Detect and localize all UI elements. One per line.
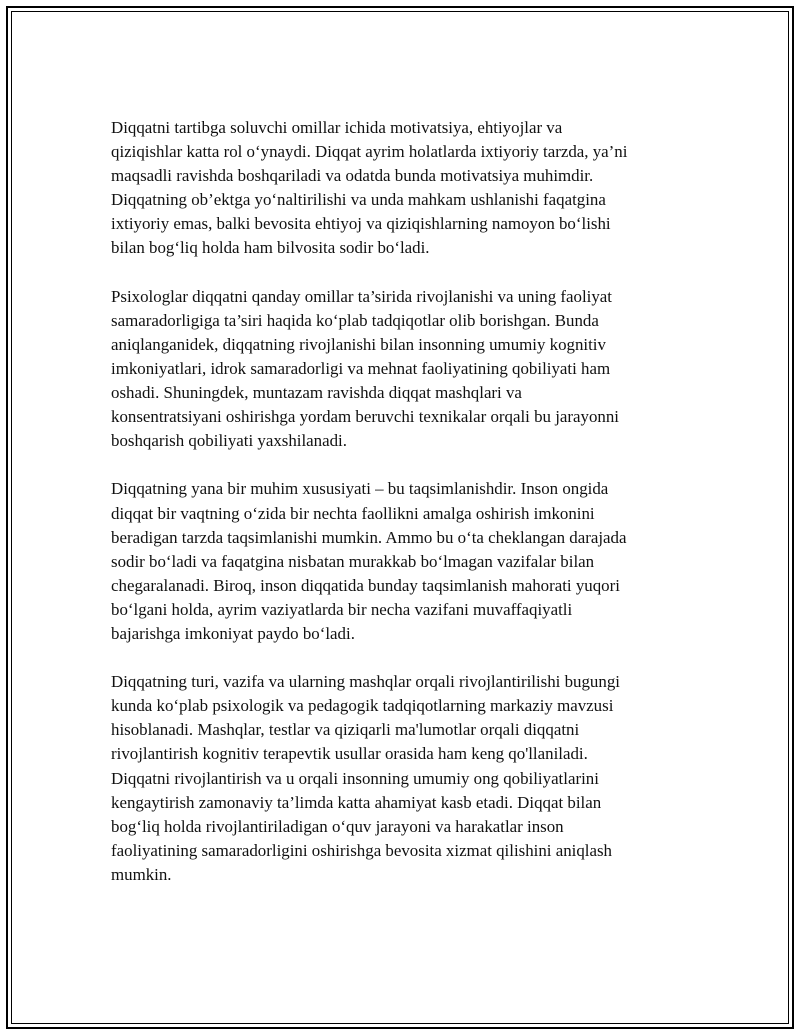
text-line: maqsadli ravishda boshqariladi va odatda bunda motivatsiya muhimdir. [111, 166, 594, 186]
text-line: diqqat bir vaqtning o‘zida bir nechta faollikni amalga oshirish imkonini [111, 503, 595, 523]
text-line: boshqarish qobiliyati yaxshilanadi. [111, 431, 347, 451]
text-line: bajarishga imkoniyat paydo bo‘ladi. [111, 623, 355, 643]
text-line: konsentratsiyani oshirishga yordam beruvchi texnikalar orqali bu jarayonni [111, 407, 619, 427]
text-line: Diqqatni tartibga soluvchi omillar ichida motivatsiya, ehtiyojlar va [111, 118, 563, 137]
text-line: kengaytirish zamonaviy ta’limda katta ahamiyat kasb etadi. Diqqat bilan [111, 792, 602, 812]
text-line: mumkin. [111, 864, 172, 884]
text-line: hisoblanadi. Mashqlar, testlar va qiziqarli ma'lumotlar orqali diqqatni [111, 720, 580, 740]
text-line: beradigan tarzda taqsimlanishi mumkin. Ammo bu o‘ta cheklangan darajada [111, 527, 627, 547]
text-line: sodir bo‘ladi va faqatgina nisbatan murakkab bo‘lmagan vazifalar bilan [111, 551, 595, 571]
text-line: Diqqatni rivojlantirish va u orqali insonning umumiy ong qobiliyatlarini [111, 768, 599, 788]
text-line: imkoniyatlari, idrok samaradorligi va mehnat faoliyatining qobiliyati ham [111, 358, 611, 378]
paragraph-motivation [111, 116, 686, 261]
text-line: kunda ko‘plab psixologik va pedagogik tadqiqotlarning markaziy mavzusi [111, 696, 614, 716]
paragraph-distribution [111, 477, 686, 646]
text-line: bo‘lgani holda, ayrim vaziyatlarda bir necha vazifani muvaffaqiyatli [111, 599, 573, 619]
text-line: samaradorligiga ta’siri haqida ko‘plab tadqiqotlar olib borishgan. Bunda [111, 310, 599, 330]
document-body [111, 116, 686, 911]
paragraph-development [111, 670, 686, 887]
text-line: ixtiyoriy emas, balki bevosita ehtiyoj va qiziqishlarning namoyon bo‘lishi [111, 214, 611, 234]
text-line: Psixologlar diqqatni qanday omillar ta’sirida rivojlanishi va uning faoliyat [111, 286, 612, 306]
text-line: bilan bog‘liq holda ham bilvosita sodir bo‘ladi. [111, 238, 430, 258]
paragraph-research [111, 285, 686, 454]
text-line: chegaralanadi. Biroq, inson diqqatida bunday taqsimlanish mahorati yuqori [111, 575, 620, 595]
text-line: Diqqatning yana bir muhim xususiyati – bu taqsimlanishdir. Inson ongida [111, 479, 609, 499]
text-line: Diqqatning ob’ektga yo‘naltirilishi va unda mahkam ushlanishi faqatgina [111, 190, 606, 210]
text-line: oshadi. Shuningdek, muntazam ravishda diqqat mashqlari va [111, 383, 522, 403]
text-line: Diqqatning turi, vazifa va ularning mashqlar orqali rivojlantirilishi bugungi [111, 672, 620, 692]
text-line: aniqlanganidek, diqqatning rivojlanishi bilan insonning umumiy kognitiv [111, 334, 606, 354]
text-line: qiziqishlar katta rol o‘ynaydi. Diqqat ayrim holatlarda ixtiyoriy tarzda, ya’ni [111, 142, 628, 162]
text-line: rivojlantirish kognitiv terapevtik usullar orasida ham keng qo'llaniladi. [111, 744, 588, 764]
text-line: bog‘liq holda rivojlantiriladigan o‘quv jarayoni va harakatlar inson [111, 816, 564, 836]
text-line: faoliyatining samaradorligini oshirishga bevosita xizmat qilishini aniqlash [111, 840, 612, 860]
